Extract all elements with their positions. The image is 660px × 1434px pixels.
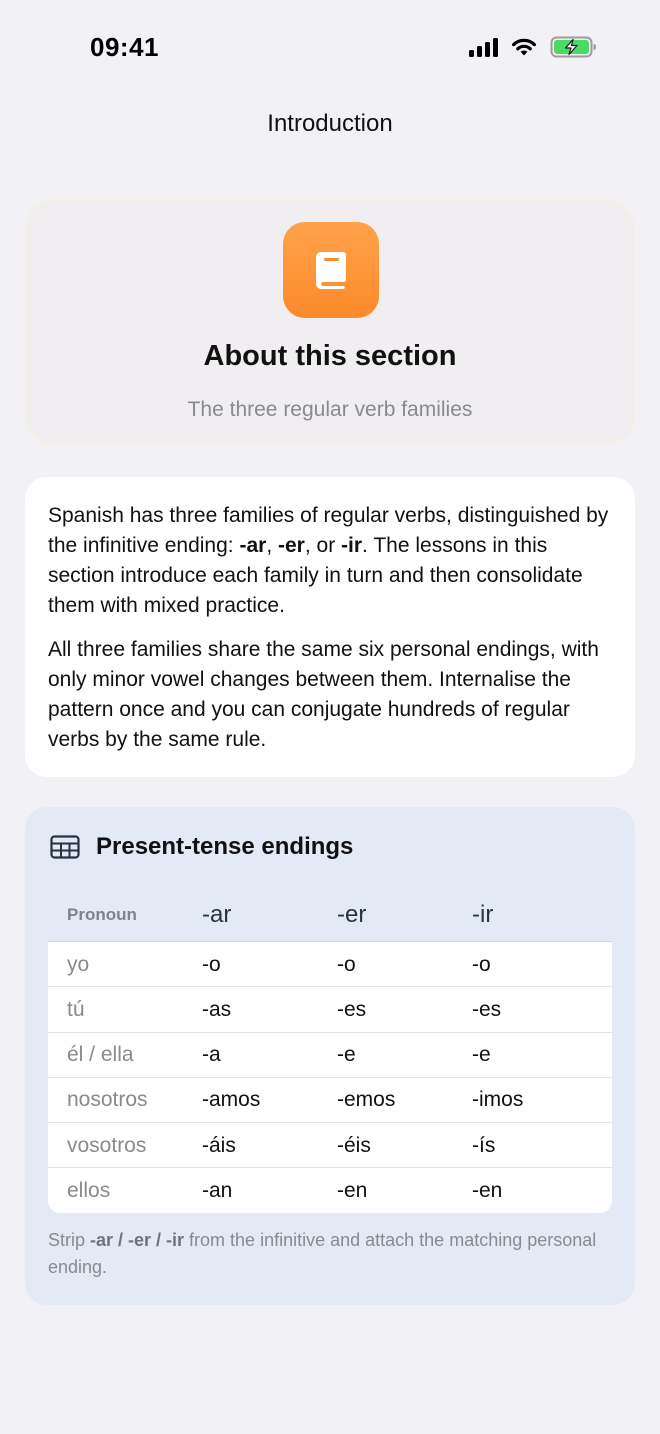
ir-ending-cell: -ís bbox=[472, 1133, 496, 1157]
status-bar bbox=[0, 0, 660, 96]
column-header-ir: -ir bbox=[472, 901, 494, 928]
status-time: 09:41 bbox=[90, 32, 159, 62]
ir-ending-cell: -e bbox=[472, 1043, 491, 1067]
table-footnote: Strip -ar / -er / -ir from the infinitive and attach the matching personal ending. bbox=[48, 1230, 597, 1277]
pronoun-cell: ellos bbox=[67, 1178, 111, 1202]
column-header-ar: -ar bbox=[202, 901, 232, 928]
ar-ending-cell: -as bbox=[202, 997, 232, 1021]
table-row bbox=[48, 1033, 612, 1078]
column-header-er: -er bbox=[337, 901, 367, 928]
ar-ending-cell: -a bbox=[202, 1043, 221, 1067]
ar-ending-cell: -amos bbox=[202, 1088, 261, 1112]
intro-paragraph-1: Spanish has three families of regular verbs, distinguished by the infinitive ending: -ar, -er, or -ir. The lessons in this section introduce each family in turn and then consolidate them with mixed practice. bbox=[48, 504, 609, 617]
table-row bbox=[48, 1168, 612, 1213]
ar-ending-cell: -o bbox=[202, 952, 221, 976]
er-ending-cell: -es bbox=[337, 997, 367, 1021]
ar-ending-cell: -áis bbox=[202, 1133, 236, 1157]
status-icons bbox=[469, 36, 598, 58]
battery-charging-icon bbox=[550, 36, 598, 58]
ending-ar: -ar bbox=[239, 534, 267, 557]
er-ending-cell: -e bbox=[337, 1043, 356, 1067]
er-ending-cell: -en bbox=[337, 1178, 368, 1202]
ending-ir: -ir bbox=[341, 534, 363, 557]
intro-paragraph-2: All three families share the same six personal endings, with only minor vowel changes between them. Internalise the pattern once and you can conjugate hundreds of regular verbs by the same rule. bbox=[48, 638, 599, 751]
endings-table-body bbox=[48, 941, 612, 1213]
er-ending-cell: -éis bbox=[337, 1133, 371, 1157]
ir-ending-cell: -imos bbox=[472, 1088, 524, 1112]
pronoun-cell: yo bbox=[67, 952, 90, 976]
table-row bbox=[48, 1123, 612, 1168]
nav-title: Introduction bbox=[267, 110, 393, 137]
hero-icon-tile bbox=[283, 222, 379, 318]
table-row bbox=[48, 1078, 612, 1123]
about-section-card bbox=[25, 200, 635, 444]
wifi-icon bbox=[510, 37, 538, 57]
intro-text-card bbox=[25, 477, 635, 777]
ir-ending-cell: -en bbox=[472, 1178, 503, 1202]
pronoun-cell: vosotros bbox=[67, 1133, 147, 1157]
hero-subtitle: The three regular verb families bbox=[187, 398, 473, 421]
er-ending-cell: -o bbox=[337, 952, 356, 976]
endings-table-header bbox=[50, 833, 353, 861]
pronoun-cell: tú bbox=[67, 997, 85, 1021]
column-header-pronoun: Pronoun bbox=[67, 905, 137, 924]
ir-ending-cell: -o bbox=[472, 952, 491, 976]
table-row bbox=[48, 942, 612, 987]
table-column-headers bbox=[48, 889, 612, 941]
book-icon bbox=[311, 248, 351, 292]
table-row bbox=[48, 987, 612, 1032]
ar-ending-cell: -an bbox=[202, 1178, 233, 1202]
footnote-endings: -ar / -er / -ir bbox=[90, 1230, 185, 1250]
pronoun-cell: nosotros bbox=[67, 1088, 148, 1112]
endings-table-title: Present-tense endings bbox=[96, 833, 354, 860]
er-ending-cell: -emos bbox=[337, 1088, 396, 1112]
table-icon bbox=[50, 835, 80, 859]
cellular-signal-icon bbox=[469, 37, 498, 57]
hero-title: About this section bbox=[203, 340, 457, 372]
pronoun-cell: él / ella bbox=[67, 1043, 134, 1067]
ir-ending-cell: -es bbox=[472, 997, 502, 1021]
ending-er: -er bbox=[278, 534, 305, 557]
endings-table-card bbox=[25, 807, 635, 1305]
